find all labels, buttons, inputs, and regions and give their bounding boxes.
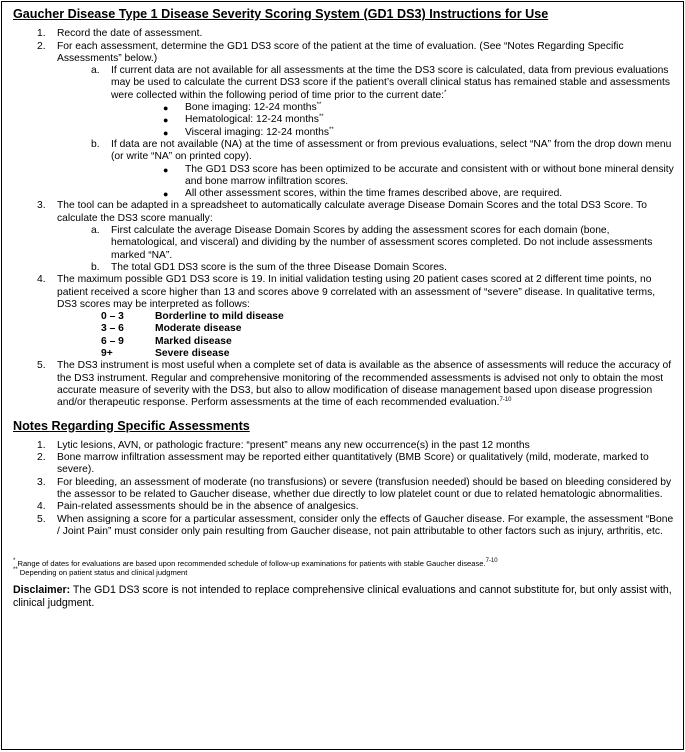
severity-label: Moderate disease (155, 323, 242, 335)
severity-range: 0 – 3 (101, 311, 124, 323)
item-text: The total GD1 DS3 score is the sum of the three Disease Domain Scores. (111, 261, 447, 273)
bullet-item: ● All other assessment scores, within the time frames described above, are required. (13, 188, 675, 200)
footnote-ref: * (444, 89, 447, 96)
severity-row (13, 323, 675, 335)
severity-row (13, 336, 675, 348)
item-text: If data are not available (NA) at the time of assessment or from previous evaluations, select “NA” from the drop down menu (or write “NA” on printed copy). (111, 138, 672, 163)
footnote-ref: 7-10 (499, 397, 512, 404)
item-number: 4. (37, 501, 46, 513)
document-title: Gaucher Disease Type 1 Disease Severity Scoring System (GD1 DS3) Instructions for Use (13, 7, 549, 21)
item-number: 4. (37, 274, 46, 286)
item-text: The tool can be adapted in a spreadsheet to automatically calculate average Disease Domain Scores and the total DS3 Score. To calculate the DS3 score manually: (57, 200, 647, 224)
item-number: 2. (37, 452, 46, 464)
severity-label: Marked disease (155, 335, 232, 347)
item-number: 5. (37, 513, 46, 525)
severity-label: Severe disease (155, 348, 230, 360)
disclaimer-text: The GD1 DS3 score is not intended to replace comprehensive clinical evaluations and cannot substitute for, but only assist with, clinical judgment. (13, 584, 672, 609)
instruction-item-4 (13, 274, 675, 311)
item-letter: b. (91, 261, 100, 273)
bullet-icon: ● (163, 103, 169, 114)
instruction-item-5 (13, 360, 675, 409)
note-item: 3. For bleeding, an assessment of moderate (no transfusions) or severe (transfusion needed) should be based on bleeding considered by the assessor to be related to Gaucher disease, whether due directly to low platelet count or due to related hematologic abnormalities. (13, 477, 675, 502)
footnote-2: ** Depending on patient status and clinical judgment (13, 566, 188, 577)
instruction-item-2 (13, 41, 675, 66)
disclaimer (13, 584, 675, 609)
item-text: The maximum possible GD1 DS3 score is 19. In initial validation testing using 20 patient cases scored at 2 different time points, no patient received a score higher than 13 and scores above 9 correlated with an assessment of “severe” disease. In qualitative terms, DS3 scores may be interpreted as follows: (57, 274, 656, 310)
item-text: The DS3 instrument is most useful when a complete set of data is available as the absence of assessments will reduce the accuracy of the DS3 instrument. Regular and comprehensive monitoring of the recommended assessments is advised not only to obtain the most accurate measure of severity with the DS3, but also to allow modification of disease management based upon disease progression and/or therapeutic response. Perform assessments at the time of each recommended evaluation.$^{7-10}$ (57, 360, 672, 409)
instruction-item-2b (13, 139, 675, 164)
instruction-item-3b (13, 262, 675, 274)
footnote-ref: ** (316, 102, 322, 109)
item-number: 5. (37, 360, 46, 372)
instruction-item-3a (13, 225, 675, 262)
instruction-item-1 (13, 28, 675, 40)
bullet-icon: ● (163, 115, 169, 126)
item-number: 3. (37, 476, 46, 488)
item-text: If current data are not available for all assessments at the time the DS3 score is calculated, data from previous evaluations may be used to calculate the current DS3 score if the patient’s overall clinical status has remained stable and assessments were collected within the following period of time prior to the current date:* (111, 65, 670, 101)
item-number: 1. (37, 439, 46, 451)
notes-heading: Notes Regarding Specific Assessments (13, 418, 250, 433)
footnotes (13, 560, 675, 577)
bullet-item: ● Hematological: 12-24 months** (13, 114, 675, 126)
note-item: 4. Pain-related assessments should be in the absence of analgesics. (13, 501, 675, 513)
severity-range: 3 – 6 (101, 323, 124, 335)
instruction-item-3 (13, 200, 675, 225)
bullet-item: ● Visceral imaging: 12-24 months** (13, 127, 675, 139)
severity-row (13, 311, 675, 323)
severity-range: 6 – 9 (101, 335, 124, 347)
severity-range: 9+ (101, 348, 113, 360)
note-item: 1. Lytic lesions, AVN, or pathologic fracture: “present” means any new occurrence(s) in the past 12 months (13, 440, 675, 452)
item-text: First calculate the average Disease Domain Scores by adding the assessment scores for each domain (bone, hematological, and visceral) and dividing by the number of assessment scores completed. Do not include assessments marked “NA”. (111, 225, 653, 261)
item-number: 1. (37, 28, 46, 40)
item-text: Record the date of assessment. (57, 28, 203, 40)
instruction-item-2a (13, 65, 675, 102)
item-letter: b. (91, 138, 100, 150)
severity-row (13, 348, 675, 360)
note-item: 5. When assigning a score for a particular assessment, consider only the effects of Gaucher disease. For example, the assessment “Bone / Joint Pain” must consider only pain resulting from Gaucher disease, not pain attributable to other factors such as injury, arthritis, etc. (13, 514, 675, 539)
bullet-item: ● Bone imaging: 12-24 months** (13, 102, 675, 114)
item-text: For each assessment, determine the GD1 DS3 score of the patient at the time of evaluation. (See “Notes Regarding Specific Assessments” below.) (57, 40, 624, 64)
footnote-ref: ** (318, 114, 324, 121)
item-number: 2. (37, 40, 46, 52)
footnote-1: * Range of dates for evaluations are based upon recommended schedule of follow-up examinations for patients with stable Gaucher disease.$^{7-10}$ (13, 558, 498, 569)
bullet-icon: ● (163, 189, 169, 200)
severity-label: Borderline to mild disease (155, 311, 284, 323)
disclaimer-label: Disclaimer: (13, 584, 71, 597)
document-page (1, 1, 684, 750)
bullet-icon: ● (163, 127, 169, 138)
item-letter: a. (91, 225, 100, 237)
bullet-icon: ● (163, 164, 169, 175)
footnote-ref: ** (329, 126, 334, 133)
bullet-item: ● The GD1 DS3 score has been optimized to be accurate and consistent with or without bone mineral density and bone marrow infiltration scores. (13, 164, 675, 189)
item-letter: a. (91, 65, 100, 77)
item-number: 3. (37, 200, 46, 212)
note-item: 2. Bone marrow infiltration assessment may be reported either quantitatively (BMB Score) or qualitatively (mild, moderate, marked to severe). (13, 452, 675, 477)
